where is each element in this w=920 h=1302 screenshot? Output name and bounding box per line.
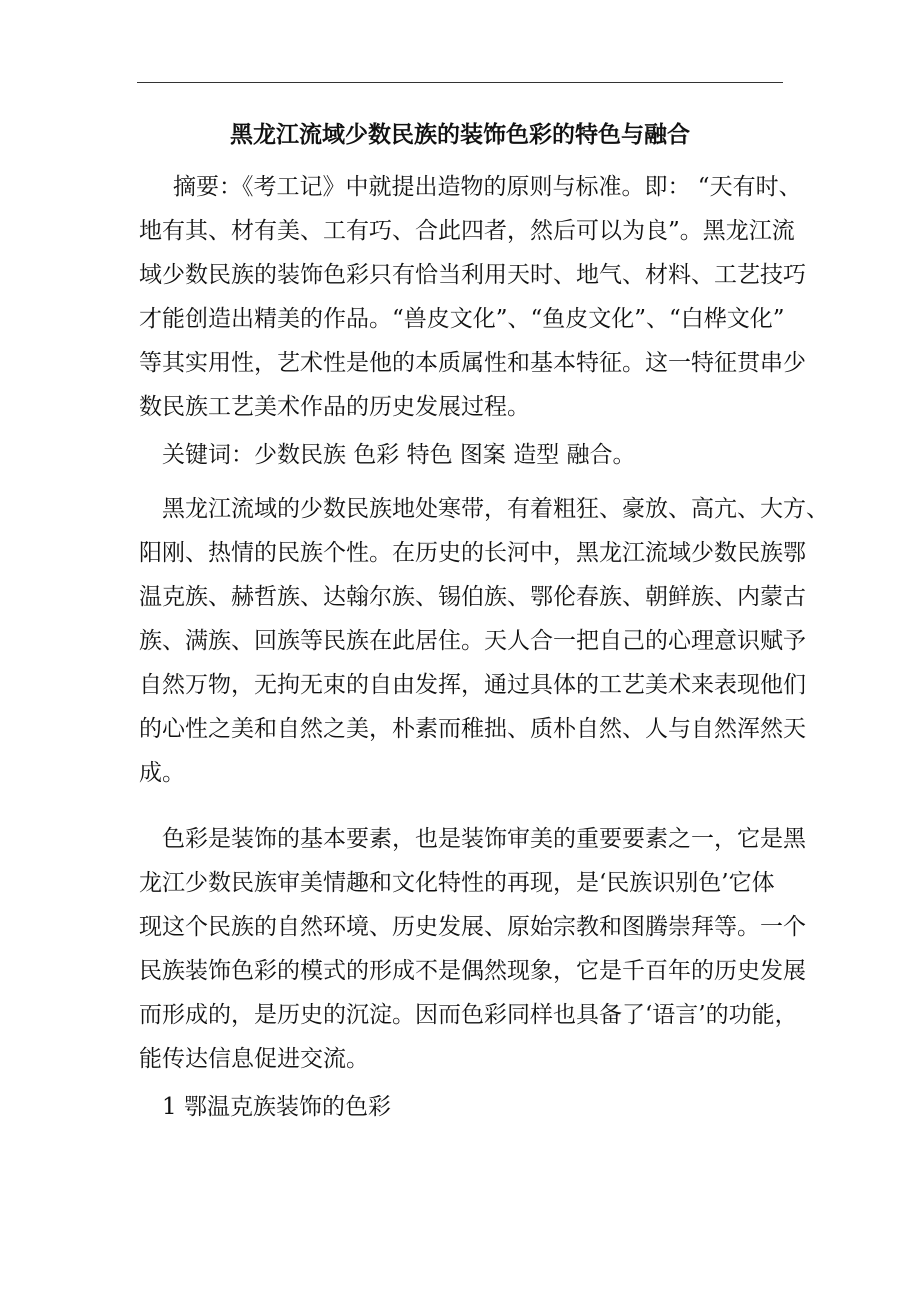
paragraph-line: 自然万物，无拘无束的自由发挥，通过具体的工艺美术来表现他们	[139, 672, 806, 698]
abstract-line: 地有其、材有美、工有巧、合此四者，然后可以为良”。黑龙江流	[139, 218, 795, 244]
paragraph-line: 现这个民族的自然环境、历史发展、原始宗教和图腾崇拜等。一个	[139, 914, 806, 940]
paragraph-line: 成。	[139, 760, 185, 786]
abstract-line: 才能创造出精美的作品。“兽皮文化”、“鱼皮文化”、“白桦文化”	[139, 306, 785, 332]
paragraph-line: 温克族、赫哲族、达翰尔族、锡伯族、鄂伦春族、朝鲜族、内蒙古	[139, 584, 806, 610]
header-rule	[137, 82, 783, 83]
abstract-line: 域少数民族的装饰色彩只有恰当利用天时、地气、材料、工艺技巧	[139, 262, 806, 288]
abstract-line: 等其实用性，艺术性是他的本质属性和基本特征。这一特征贯串少	[139, 350, 806, 376]
keywords-line: 关键词：少数民族 色彩 特色 图案 造型 融合。	[162, 442, 636, 468]
paragraph-line: 龙江少数民族审美情趣和文化特性的再现，是‘民族识别色’它体	[139, 870, 775, 896]
abstract-line: 摘要：《考工记》中就提出造物的原则与标准。即： “天有时、	[173, 174, 802, 200]
paragraph-line: 黑龙江流域的少数民族地处寒带，有着粗狂、豪放、高亢、大方、	[162, 496, 829, 522]
paragraph-line: 民族装饰色彩的模式的形成不是偶然现象，它是千百年的历史发展	[139, 958, 806, 984]
paragraph-line: 族、满族、回族等民族在此居住。天人合一把自己的心理意识赋予	[139, 628, 806, 654]
abstract-line: 数民族工艺美术作品的历史发展过程。	[139, 394, 530, 420]
paragraph-line: 的心性之美和自然之美，朴素而稚拙、质朴自然、人与自然浑然天	[139, 716, 806, 742]
paragraph-line: 色彩是装饰的基本要素，也是装饰审美的重要要素之一，它是黑	[162, 826, 806, 852]
section-heading: 1 鄂温克族装饰的色彩	[162, 1094, 391, 1120]
paragraph-line: 阳刚、热情的民族个性。在历史的长河中，黑龙江流域少数民族鄂	[139, 540, 806, 566]
paragraph-line: 而形成的，是历史的沉淀。因而色彩同样也具备了‘语言’的功能，	[139, 1002, 798, 1028]
document-title: 黑龙江流域少数民族的装饰色彩的特色与融合	[230, 121, 690, 148]
paragraph-line: 能传达信息促进交流。	[139, 1046, 369, 1072]
